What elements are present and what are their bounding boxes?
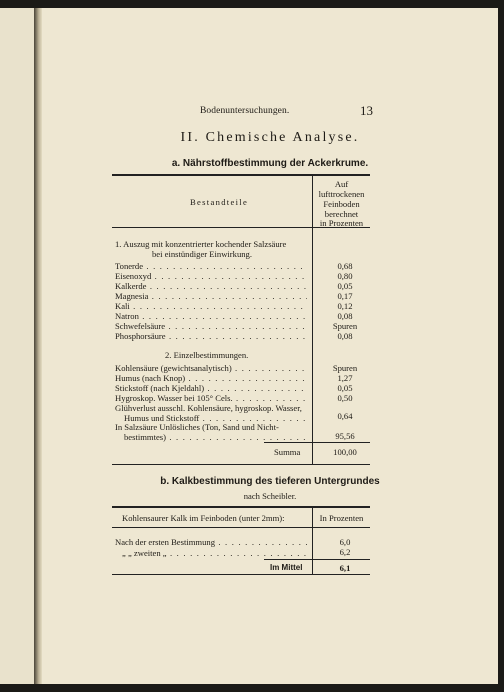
table2-top-rule [112, 506, 370, 508]
table1-col-value-1: Auf [334, 179, 349, 189]
table2-col-label: Kohlensaurer Kalk im Feinboden (unter 2mm): [122, 513, 285, 523]
table-row-value: 1,27 [337, 373, 353, 383]
subsection-a-title: a. Nährstoffbestimmung der Ackerkrume. [171, 158, 369, 169]
running-head: Bodenuntersuchungen. [200, 106, 290, 116]
unloeslich-line2: bestimmtes) . . . [124, 432, 307, 442]
table-row-value: 0,68 [337, 261, 353, 271]
book-page [42, 8, 498, 684]
table2-mean-label: Im Mittel [270, 563, 303, 572]
table1-bottom-rule [112, 464, 370, 465]
unloeslich-value: 95,56 [335, 431, 355, 441]
table1-col-label: Bestandteile [190, 197, 249, 207]
table2-row2-value: 6,2 [339, 547, 351, 557]
table-row-label: Phosphorsäure . . . [115, 331, 307, 341]
table1-col-value-3: Feinboden [323, 199, 360, 209]
subsection-b-subtitle: nach Scheibler. [243, 491, 297, 501]
table2-mean-value: 6,1 [339, 563, 351, 573]
book-gutter [34, 8, 42, 684]
table-row-label: Magnesia . . . [115, 291, 307, 301]
table-row-value: 0,50 [337, 393, 353, 403]
table-row-label: Schwefelsäure . . . [115, 321, 307, 331]
table2-row2-label: „ „ zweiten „ . . . [122, 548, 307, 558]
table2-col-value: In Prozenten [319, 513, 364, 523]
table-row-label: Hygroskop. Wasser bei 105° Cels. . . . [115, 393, 307, 403]
table-row-label: Humus (nach Knop) . . . [115, 373, 307, 383]
table2-row1-value: 6,0 [339, 537, 351, 547]
gluehverlust-line2: Humus und Stickstoff . . . [124, 413, 307, 423]
table-row-value: 0,12 [337, 301, 353, 311]
table-row-label: Kohlensäure (gewichtsanalytisch) . . . [115, 363, 307, 373]
sum-value: 100,00 [333, 447, 357, 457]
table2-header-rule [112, 527, 370, 528]
sum-label: Summa [274, 447, 301, 457]
table-row-value: 0,80 [337, 271, 353, 281]
table-row-value: 0,05 [337, 281, 353, 291]
subsection-b-title: b. Kalkbestimmung des tieferen Untergrundes [160, 476, 380, 487]
page-number: 13 [360, 103, 373, 118]
table2-bottom-rule [112, 574, 370, 575]
table1-col-value-5: in Prozenten [319, 218, 364, 228]
table-row-label: Kalkerde . . . [115, 281, 307, 291]
unloeslich-line1: In Salzsäure Unlösliches (Ton, Sand und Nicht- [115, 422, 279, 432]
table-row-label: Eisenoxyd . . . [115, 271, 307, 281]
previous-page-edge [0, 8, 35, 684]
table-row-label: Kali . . . [115, 301, 307, 311]
table2-row1-label: Nach der ersten Bestimmung . . . [115, 537, 307, 547]
table-row-value: Spuren [332, 321, 358, 331]
table-row-label: Natron . . . [115, 311, 307, 321]
table-row-value: Spuren [332, 363, 358, 373]
table1-col-value-4: berechnet [324, 209, 359, 219]
table-row-value: 0,17 [337, 291, 353, 301]
group2-heading: 2. Einzelbestimmungen. [165, 350, 249, 360]
gluehverlust-value: 0,64 [337, 411, 353, 421]
table-row-label: Tonerde . . . [115, 261, 307, 271]
table-row-value: 0,08 [337, 331, 353, 341]
table1-top-rule [112, 174, 370, 176]
gluehverlust-line1: Glühverlust ausschl. Kohlensäure, hygroskop. Wasser, [115, 403, 302, 413]
table-row-label: Stickstoff (nach Kjeldahl) . . . [115, 383, 307, 393]
table-row-value: 0,05 [337, 383, 353, 393]
section-title: II. Chemische Analyse. [180, 130, 360, 145]
sum-rule [264, 442, 370, 443]
table-row-value: 0,08 [337, 311, 353, 321]
group1-heading-line2: bei einstündiger Einwirkung. [152, 249, 253, 259]
table1-col-value-2: lufttrockenen [318, 189, 365, 199]
table2-mean-rule [264, 559, 370, 560]
group1-heading-line1: 1. Auszug mit konzentrierter kochender Salzsäure [115, 239, 287, 249]
